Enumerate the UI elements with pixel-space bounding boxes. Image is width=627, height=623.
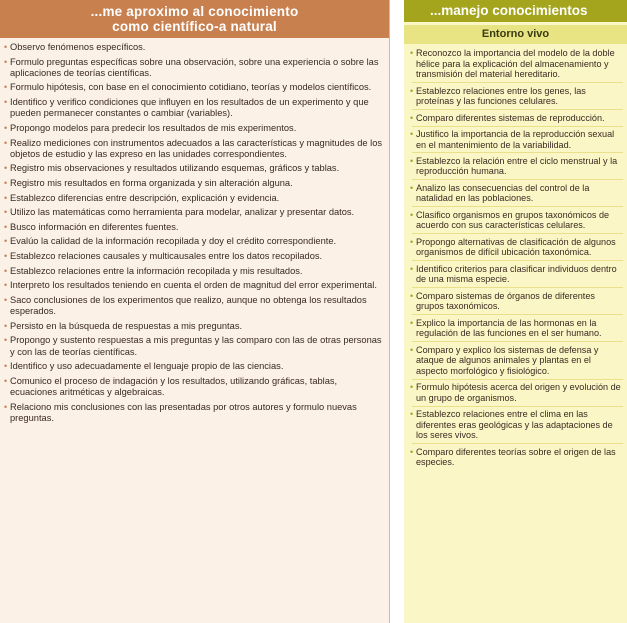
list-item	[412, 345, 623, 380]
list-item	[6, 97, 383, 120]
bullet-icon: •	[410, 344, 414, 355]
list-item-text: Explico la importancia de las hormonas en la regulación de las funciones en el ser humano.	[416, 317, 602, 339]
list-item	[6, 251, 383, 262]
list-item	[6, 402, 383, 425]
bullet-icon: •	[4, 251, 8, 262]
list-item-text: Identifico y uso adecuadamente el lenguaje propio de las ciencias.	[10, 361, 284, 372]
list-item-text: Saco conclusiones de los experimentos que realizo, aunque no obtenga los resultados esperados.	[10, 294, 367, 317]
list-item-text: Analizo las consecuencias del control de la natalidad en las poblaciones.	[416, 182, 590, 204]
bullet-icon: •	[410, 446, 414, 457]
list-item	[6, 295, 383, 318]
left-list	[0, 38, 389, 424]
list-item	[6, 123, 383, 134]
list-item-text: Comparo diferentes sistemas de reproducción.	[416, 112, 605, 123]
list-item-text: Observo fenómenos específicos.	[10, 42, 146, 52]
list-item-text: Formulo hipótesis acerca del origen y evolución de un grupo de organismos.	[416, 382, 621, 403]
list-item	[6, 82, 383, 93]
bullet-icon: •	[4, 265, 8, 276]
bullet-icon: •	[410, 409, 414, 420]
list-item-text: Propongo alternativas de clasificación de algunos organismos de difícil ubicación taxonómica.	[416, 236, 616, 258]
bullet-icon: •	[410, 182, 414, 193]
list-item-text: Comparo y explico los sistemas de defensa y ataque de algunos animales y plantas en el aspecto morfológico y fisiológico.	[416, 344, 599, 376]
list-item-text: Registro mis observaciones y resultados utilizando esquemas, gráficos y tablas.	[10, 163, 340, 174]
list-item	[6, 163, 383, 174]
right-column	[404, 0, 627, 623]
bullet-icon: •	[410, 382, 414, 393]
list-item	[412, 210, 623, 235]
bullet-icon: •	[4, 401, 8, 412]
bullet-icon: •	[4, 294, 8, 305]
list-item	[6, 376, 383, 399]
list-item-text: Propongo y sustento respuestas a mis preguntas y las comparo con las de otras personas y con las de teorías científicas.	[10, 335, 382, 357]
list-item-text: Relaciono mis conclusiones con las presentadas por otros autores y formulo nuevas preguntas.	[10, 401, 357, 423]
bullet-icon: •	[410, 209, 414, 220]
bullet-icon: •	[4, 192, 8, 203]
left-title-line1: ...me aproximo al conocimiento	[90, 4, 299, 19]
list-item-text: Comparo sistemas de órganos de diferentes grupos taxonómicos.	[416, 290, 595, 312]
bullet-icon: •	[410, 155, 414, 166]
bullet-icon: •	[410, 48, 414, 58]
bullet-icon: •	[4, 221, 8, 232]
bullet-icon: •	[4, 163, 8, 174]
left-header	[0, 0, 389, 38]
bullet-icon: •	[4, 82, 8, 93]
bullet-icon: •	[4, 335, 8, 346]
list-item	[412, 113, 623, 127]
bullet-icon: •	[410, 290, 414, 301]
bullet-icon: •	[4, 207, 8, 218]
list-item	[6, 207, 383, 218]
list-item	[6, 335, 383, 358]
list-item-text: Formulo preguntas específicas sobre una observación, sobre una experiencia o sobre las aplicaciones de teorías científicas.	[10, 56, 379, 78]
bullet-icon: •	[4, 122, 8, 133]
list-item	[412, 318, 623, 343]
bullet-icon: •	[4, 375, 8, 386]
list-item	[6, 280, 383, 291]
list-item	[412, 183, 623, 208]
list-item	[412, 447, 623, 471]
list-item	[412, 129, 623, 154]
right-subheader: Entorno vivo	[404, 25, 627, 44]
list-item	[6, 178, 383, 189]
list-item	[412, 409, 623, 444]
list-item-text: Realizo mediciones con instrumentos adecuados a las características y magnitudes de los objetos de estudio y las expreso en las unidades correspondientes.	[10, 137, 383, 159]
list-item-text: Utilizo las matemáticas como herramienta para modelar, analizar y presentar datos.	[10, 207, 355, 218]
list-item-text: Formulo hipótesis, con base en el conocimiento cotidiano, teorías y modelos científicos.	[10, 82, 372, 93]
bullet-icon: •	[410, 85, 414, 96]
list-item	[412, 382, 623, 407]
bullet-icon: •	[410, 112, 414, 123]
left-title-line2: como científico-a natural	[112, 19, 277, 34]
list-item-text: Establezco relaciones entre los genes, las proteínas y las funciones celulares.	[416, 85, 586, 107]
list-item	[6, 193, 383, 204]
list-item	[412, 156, 623, 181]
list-item-text: Persisto en la búsqueda de respuestas a mis preguntas.	[10, 320, 243, 331]
list-item-text: Busco información en diferentes fuentes.	[10, 221, 179, 232]
list-item-text: Comunico el proceso de indagación y los resultados, utilizando gráficas, tablas, ecuaciones aritméticas y algebraicas.	[10, 375, 338, 398]
bullet-icon: •	[410, 263, 414, 274]
list-item-text: Comparo diferentes teorías sobre el origen de las especies.	[416, 446, 616, 468]
bullet-icon: •	[4, 42, 8, 52]
list-item-text: Identifico y verifico condiciones que influyen en los resultados de un experimento y que pueden permanecer constantes o cambiar (variables).	[10, 97, 369, 119]
list-item	[6, 236, 383, 247]
bullet-icon: •	[410, 128, 414, 139]
list-item	[6, 138, 383, 161]
bullet-icon: •	[4, 137, 8, 148]
bullet-icon: •	[4, 280, 8, 291]
list-item	[412, 291, 623, 316]
bullet-icon: •	[410, 236, 414, 247]
bullet-icon: •	[4, 178, 8, 189]
bullet-icon: •	[4, 236, 8, 247]
list-item-text: Establezco relaciones entre la información recopilada y mis resultados.	[10, 265, 303, 276]
list-item	[412, 264, 623, 289]
list-item-text: Interpreto los resultados teniendo en cuenta el orden de magnitud del error experimental.	[10, 280, 377, 291]
list-item-text: Evalúo la calidad de la información recopilada y doy el crédito correspondiente.	[10, 236, 337, 247]
list-item-text: Clasifico organismos en grupos taxonómicos de acuerdo con sus características celulares.	[416, 209, 610, 231]
bullet-icon: •	[410, 317, 414, 328]
list-item-text: Reconozco la importancia del modelo de la doble hélice para la explicación del almacenamiento y transmisión del material hereditario.	[416, 48, 615, 80]
list-item	[412, 48, 623, 83]
list-item	[412, 237, 623, 262]
bullet-icon: •	[4, 97, 8, 108]
right-list	[404, 44, 627, 470]
bullet-icon: •	[4, 320, 8, 331]
list-item	[6, 57, 383, 80]
list-item-text: Registro mis resultados en forma organizada y sin alteración alguna.	[10, 178, 293, 189]
list-item	[6, 266, 383, 277]
list-item	[412, 86, 623, 111]
bullet-icon: •	[4, 56, 8, 67]
list-item-text: Establezco diferencias entre descripción, explicación y evidencia.	[10, 192, 280, 203]
list-item	[6, 222, 383, 233]
right-header: ...manejo conocimientos	[404, 0, 627, 22]
list-item	[6, 321, 383, 332]
list-item-text: Justifico la importancia de la reproducción sexual en el mantenimiento de la variabilidad.	[416, 128, 615, 150]
bullet-icon: •	[4, 361, 8, 372]
list-item-text: Propongo modelos para predecir los resultados de mis experimentos.	[10, 122, 297, 133]
list-item	[6, 42, 383, 53]
list-item	[6, 361, 383, 372]
list-item-text: Establezco relaciones entre el clima en las diferentes eras geológicas y las adaptaciones de los seres vivos.	[416, 409, 613, 441]
list-item-text: Establezco relaciones causales y multicausales entre los datos recopilados.	[10, 251, 323, 262]
list-item-text: Establezco la relación entre el ciclo menstrual y la reproducción humana.	[416, 155, 618, 177]
list-item-text: Identifico criterios para clasificar individuos dentro de una misma especie.	[416, 263, 617, 285]
